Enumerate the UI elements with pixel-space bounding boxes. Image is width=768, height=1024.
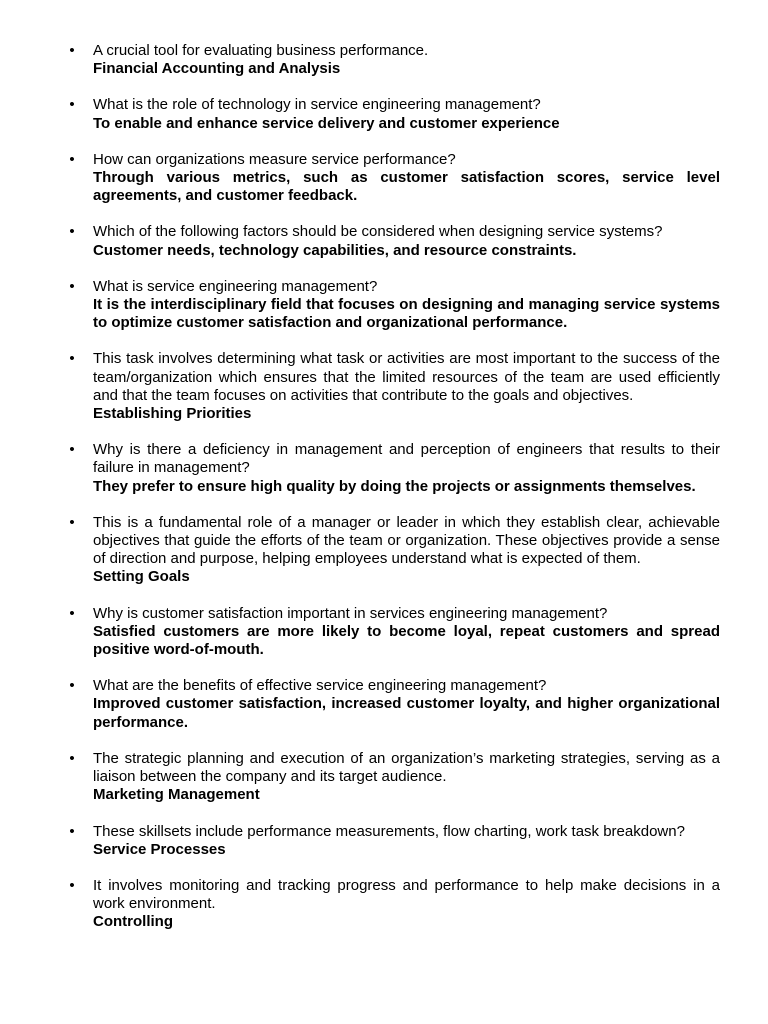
- question-text: These skillsets include performance measurements, flow charting, work task breakdown?: [93, 822, 685, 840]
- answer-text: Marketing Management: [93, 786, 260, 804]
- list-item: [0, 151, 768, 206]
- list-item: [0, 605, 768, 660]
- bullet-icon: •: [69, 96, 75, 114]
- answer-text: Through various metrics, such as customer satisfaction scores, service level agreements, and customer feedback.: [93, 169, 720, 205]
- list-item: [0, 96, 768, 132]
- list-item: [0, 350, 768, 423]
- bullet-icon: •: [69, 42, 75, 59]
- list-item: [0, 42, 768, 78]
- qa-list: [0, 42, 768, 950]
- question-text: A crucial tool for evaluating business performance.: [93, 42, 429, 59]
- answer-text: To enable and enhance service delivery and customer experience: [93, 114, 560, 132]
- bullet-icon: •: [69, 604, 75, 622]
- question-text: This is a fundamental role of a manager or leader in which they establish clear, achievable objectives that guide the efforts of the team or organization. These objectives provide a sense of direction and purpose, helping employees understand what is expected of them.: [93, 513, 720, 568]
- list-item: [0, 441, 768, 496]
- question-text: What is service engineering management?: [93, 277, 378, 295]
- list-item: [0, 877, 768, 932]
- question-text: How can organizations measure service performance?: [93, 150, 456, 168]
- question-text: This task involves determining what task or activities are most important to the success of the team/organization which ensures that the limited resources of the team are used efficiently and that the team focuses on activities that contribute to the goals and objectives.: [93, 350, 720, 404]
- answer-text: Improved customer satisfaction, increased customer loyalty, and higher organizational performance.: [93, 695, 720, 731]
- list-item: [0, 278, 768, 333]
- answer-text: Controlling: [93, 913, 173, 931]
- answer-text: Customer needs, technology capabilities, and resource constraints.: [93, 241, 577, 259]
- list-item: [0, 223, 768, 259]
- question-text: What are the benefits of effective service engineering management?: [93, 677, 547, 695]
- question-text: The strategic planning and execution of an organization’s marketing strategies, serving as a liaison between the company and its target audience.: [93, 749, 720, 786]
- bullet-icon: •: [69, 277, 75, 295]
- bullet-icon: •: [69, 350, 75, 368]
- bullet-icon: •: [69, 223, 75, 241]
- answer-text: Satisfied customers are more likely to become loyal, repeat customers and spread positive word-of-mouth.: [93, 622, 720, 659]
- answer-text: It is the interdisciplinary field that focuses on designing and managing service systems to optimize customer satisfaction and organizational performance.: [93, 296, 720, 332]
- answer-text: They prefer to ensure high quality by doing the projects or assignments themselves.: [93, 477, 696, 495]
- bullet-icon: •: [69, 441, 75, 459]
- list-item: [0, 677, 768, 732]
- bullet-icon: •: [69, 150, 75, 168]
- bullet-icon: •: [69, 513, 75, 531]
- question-text: Which of the following factors should be considered when designing service systems?: [93, 223, 663, 241]
- answer-text: Establishing Priorities: [93, 405, 252, 423]
- list-item: [0, 750, 768, 805]
- question-text: What is the role of technology in service engineering management?: [93, 96, 541, 114]
- list-item: [0, 823, 768, 859]
- bullet-icon: •: [69, 822, 75, 840]
- question-text: Why is there a deficiency in management and perception of engineers that results to their failure in management?: [93, 441, 720, 477]
- bullet-icon: •: [69, 677, 75, 695]
- answer-text: Setting Goals: [93, 568, 190, 586]
- question-text: Why is customer satisfaction important in services engineering management?: [93, 604, 608, 622]
- answer-text: Financial Accounting and Analysis: [93, 60, 341, 78]
- answer-text: Service Processes: [93, 840, 226, 858]
- question-text: It involves monitoring and tracking progress and performance to help make decisions in a work environment.: [93, 876, 720, 913]
- bullet-icon: •: [69, 876, 75, 894]
- list-item: [0, 514, 768, 587]
- bullet-icon: •: [69, 749, 75, 767]
